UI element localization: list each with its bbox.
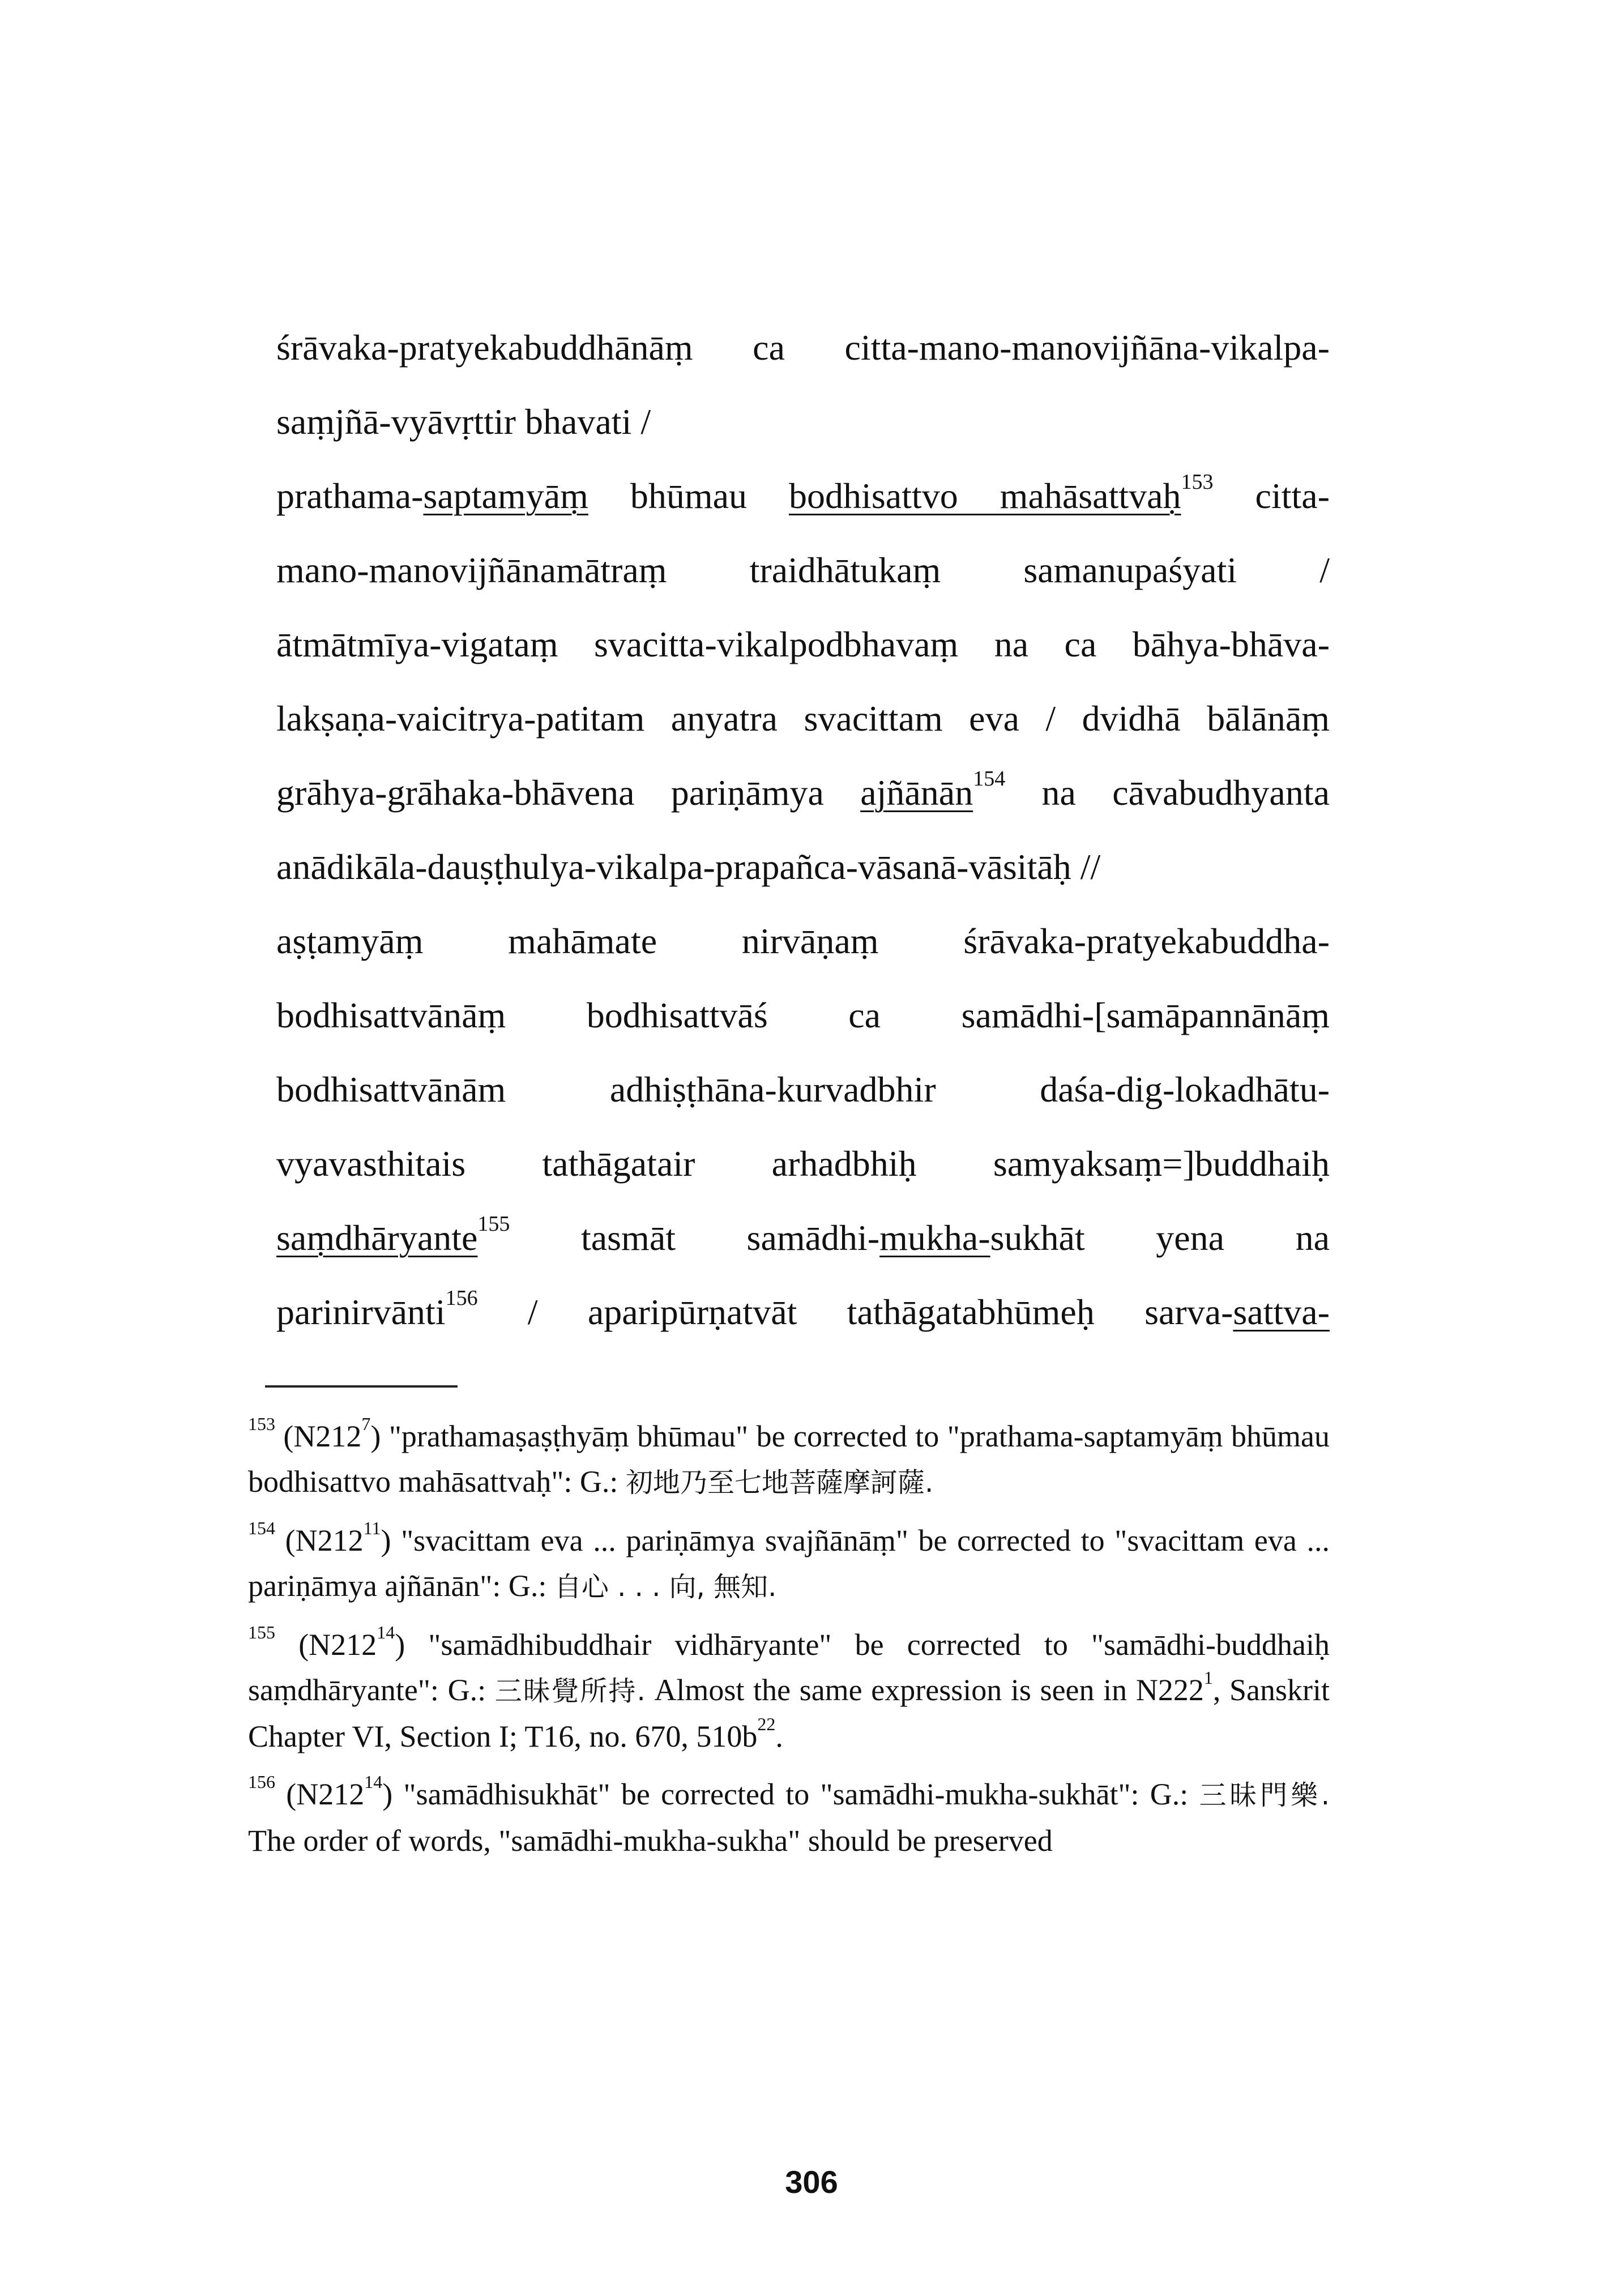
underlined-term: saṃdhāryante [276, 1218, 478, 1258]
ref-superscript: 14 [364, 1772, 383, 1793]
text-segment: parinirvānti [276, 1292, 446, 1332]
main-text [276, 310, 1330, 1349]
chinese-gloss: 三昧門樂. [1199, 1779, 1330, 1811]
underlined-term: bodhisattvo mahāsattvaḥ [789, 476, 1181, 516]
footnote-text: The order of words, "samādhi-mukha-sukha" should be preserved [248, 1824, 1053, 1858]
footnote-marker: 156 [445, 1286, 478, 1310]
text-line-4: mano-manovijñānamātraṃ traidhātukaṃ samanupaśyati / [276, 550, 1330, 590]
text-segment: bhūmau [588, 476, 789, 516]
text-segment: tasmāt samādhi- [510, 1218, 880, 1258]
text-line-10: bodhisattvānāṃ bodhisattvāś ca samādhi-[samāpannānāṃ [276, 995, 1330, 1035]
footnote-text: Almost the same expression is seen in N222 [645, 1673, 1204, 1707]
text-line-1: śrāvaka-pratyekabuddhānāṃ ca citta-mano-manovijñāna-vikalpa- [276, 327, 1330, 368]
underlined-term: saptamyāṃ [423, 476, 588, 516]
footnote-separator [265, 1385, 458, 1388]
footnote-155 [248, 1622, 1330, 1759]
footnote-number: 155 [248, 1622, 275, 1643]
text-line-8: anādikāla-dauṣṭhulya-vikalpa-prapañca-vāsanā-vāsitāḥ // [276, 847, 1101, 887]
text-segment: prathama- [276, 476, 424, 516]
chinese-gloss: 初地乃至七地菩薩摩訶薩. [625, 1467, 934, 1499]
footnote-ref: (N212 [275, 1628, 377, 1662]
footnote-ref: (N212 [275, 1523, 364, 1557]
text-segment: sukhāt yena na [990, 1218, 1330, 1258]
ref-superscript: 1 [1203, 1667, 1213, 1688]
text-line-14 [276, 1275, 1330, 1349]
text-segment: grāhya-grāhaka-bhāvena pariṇāmya [276, 773, 861, 813]
footnote-154 [248, 1518, 1330, 1610]
underlined-term: sattva- [1233, 1292, 1330, 1332]
text-line-9: aṣṭamyāṃ mahāmate nirvāṇaṃ śrāvaka-pratyekabuddha- [276, 921, 1330, 961]
text-line-3 [276, 459, 1330, 533]
ref-superscript: 11 [363, 1518, 381, 1539]
footnote-text: , Sanskrit Chapter VI, Section I; T16, no. 670, 510b [248, 1673, 1330, 1753]
text-segment: citta- [1213, 476, 1330, 516]
footnote-number: 156 [248, 1772, 275, 1793]
footnote-marker: 154 [973, 766, 1006, 791]
text-segment: / aparipūrṇatvāt tathāgatabhūmeḥ sarva- [477, 1292, 1233, 1332]
text-line-6: lakṣaṇa-vaicitrya-patitam anyatra svacittam eva / dvidhā bālānāṃ [276, 698, 1330, 739]
text-segment: na cāvabudhyanta [1005, 773, 1330, 813]
text-line-11: bodhisattvānām adhiṣṭhāna-kurvadbhir daśa-dig-lokadhātu- [276, 1069, 1330, 1109]
footnote-marker: 155 [477, 1211, 510, 1236]
footnote-ref: (N212 [275, 1777, 365, 1811]
text-line-5: ātmātmīya-vigataṃ svacitta-vikalpodbhavaṃ na ca bāhya-bhāva- [276, 624, 1330, 664]
underlined-term: ajñānān [860, 773, 973, 813]
page-number: 306 [785, 2164, 838, 2200]
text-line-7 [276, 756, 1330, 830]
ref-superscript: 7 [361, 1414, 371, 1435]
text-line-13 [276, 1201, 1330, 1275]
footnote-number: 153 [248, 1414, 275, 1435]
underlined-term: mukha- [879, 1218, 990, 1258]
chinese-gloss: 三昧覺所持. [494, 1675, 646, 1707]
footnote-156 [248, 1772, 1330, 1863]
footnote-number: 154 [248, 1518, 275, 1539]
footnote-marker: 153 [1181, 470, 1214, 494]
footnote-text: ) "svacittam eva ... pariṇāmya svajñānāṃ" be corrected to "svacittam eva ... pariṇāmya ajñānān": G.: [248, 1523, 1330, 1603]
ref-superscript: 14 [377, 1622, 395, 1643]
footnote-text: ) "prathamaṣaṣṭhyāṃ bhūmau" be corrected to "prathama-saptamyāṃ bhūmau bodhisattvo mahāsattvaḥ": G.: [248, 1419, 1330, 1499]
chinese-gloss: 自心 . . . 向, 無知. [554, 1571, 777, 1603]
footnote-text: . [775, 1719, 783, 1753]
footnote-text: ) "samādhibuddhair vidhāryante" be corrected to "samādhi-buddhaiḥ saṃdhāryante": G.: [248, 1628, 1330, 1707]
footnote-153 [248, 1414, 1330, 1505]
footnotes [248, 1414, 1330, 1876]
text-line-12: vyavasthitais tathāgatair arhadbhiḥ samyaksaṃ=]buddhaiḥ [276, 1143, 1330, 1184]
ref-superscript: 22 [757, 1714, 776, 1735]
footnote-text: ) "samādhisukhāt" be corrected to "samādhi-mukha-sukhāt": G.: [382, 1777, 1199, 1811]
text-line-2: saṃjñā-vyāvṛttir bhavati / [276, 402, 651, 442]
footnote-ref: (N212 [275, 1419, 362, 1453]
